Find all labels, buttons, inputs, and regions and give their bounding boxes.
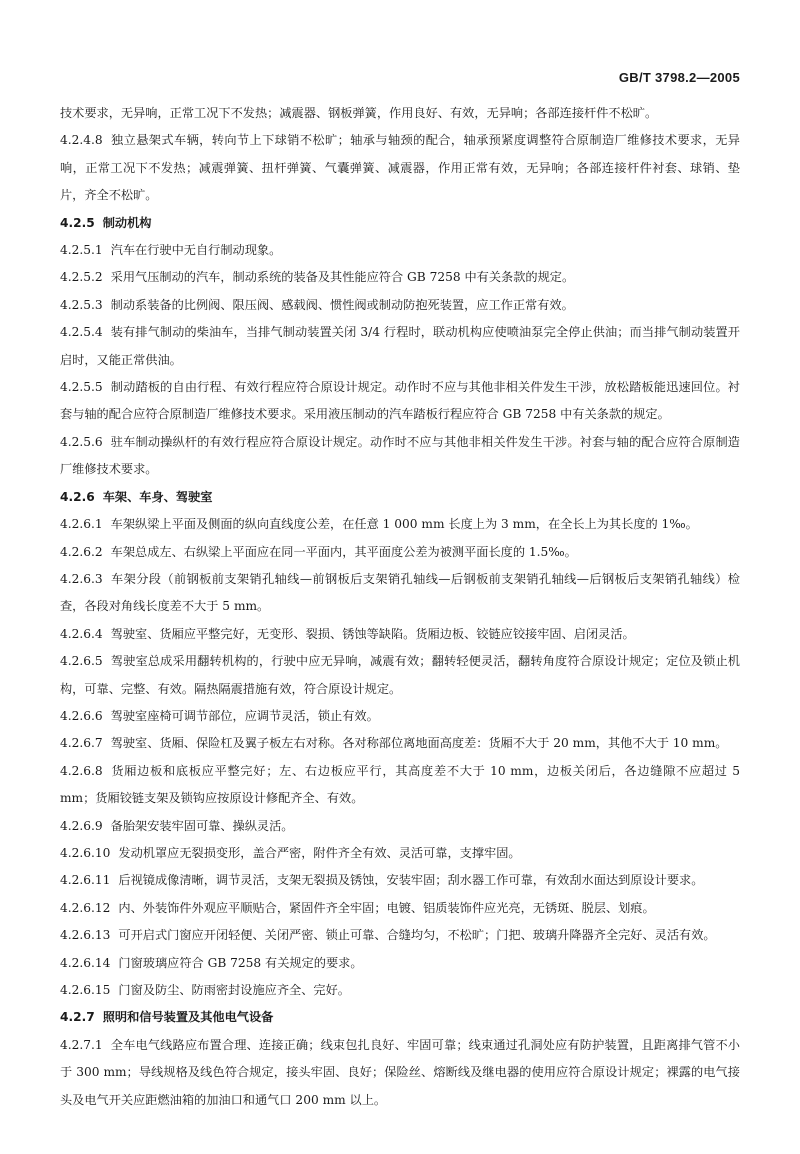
clause-text: 独立悬架式车辆，转向节上下球销不松旷；轴承与轴颈的配合，轴承预紧度调整符合原制造厂维修技术要求，无异响，正常工况下不发热；减震弹簧、扭杆弹簧、气囊弹簧、减震器，作用正常有效，无异响；各部连接杆件衬套、球销、垫片，齐全不松旷。 [60, 133, 740, 203]
clause-paragraph [60, 950, 740, 977]
clause-number: 4.2.5 [60, 215, 95, 230]
section-title: 制动机构 [102, 215, 152, 230]
clause-number: 4.2.5.6 [60, 434, 103, 449]
clause-paragraph [60, 621, 740, 648]
clause-paragraph [60, 895, 740, 922]
clause-number: 4.2.6 [60, 489, 95, 504]
clause-number: 4.2.6.9 [60, 818, 103, 833]
clause-text: 车架分段（前钢板前支架销孔轴线—前钢板后支架销孔轴线—后钢板前支架销孔轴线—后钢板后支架销孔轴线）检查，各段对角线长度差不大于 5 mm。 [60, 571, 740, 614]
clause-text: 货厢边板和底板应平整完好；左、右边板应平行，其高度差不大于 10 mm，边板关闭后，各边缝隙不应超过 5 mm；货厢铰链支架及锁钩应按原设计修配齐全、有效。 [60, 763, 740, 806]
section-heading [60, 484, 740, 511]
clause-number: 4.2.7.1 [60, 1037, 103, 1052]
clause-paragraph [60, 977, 740, 1004]
clause-text: 发动机罩应无裂损变形，盖合严密，附件齐全有效、灵活可靠，支撑牢固。 [118, 845, 521, 860]
clause-text: 备胎架安装牢固可靠、操纵灵活。 [110, 818, 294, 833]
clause-paragraph [60, 566, 740, 621]
clause-paragraph [60, 127, 740, 209]
clause-number: 4.2.5.4 [60, 325, 103, 340]
clause-paragraph [60, 100, 740, 127]
clause-text: 驾驶室、货厢应平整完好，无变形、裂损、锈蚀等缺陷。货厢边板、铰链应铰接牢固、启闭灵活。 [110, 626, 635, 641]
clause-number: 4.2.6.7 [60, 736, 103, 751]
clause-text: 门窗及防尘、防雨密封设施应齐全、完好。 [118, 983, 350, 997]
clause-paragraph [60, 237, 740, 264]
clause-paragraph [60, 264, 740, 291]
standard-number-header: GB/T 3798.2—2005 [618, 70, 740, 85]
clause-paragraph [60, 648, 740, 703]
clause-paragraph [60, 292, 740, 319]
clause-text: 驻车制动操纵杆的有效行程应符合原设计规定。动作时不应与其他非相关件发生干涉。衬套与轴的配合应符合原制造厂维修技术要求。 [60, 434, 740, 477]
clause-number: 4.2.6.4 [60, 626, 103, 641]
clause-paragraph [60, 758, 740, 813]
clause-text: 后视镜成像清晰，调节灵活，支架无裂损及锈蚀，安装牢固；刮水器工作可靠，有效刮水面达到原设计要求。 [118, 873, 704, 888]
clause-text: 汽车在行驶中无自行制动现象。 [110, 243, 282, 258]
clause-number: 4.2.6.8 [60, 763, 103, 778]
section-title: 车架、车身、驾驶室 [102, 489, 213, 504]
clause-paragraph [60, 730, 740, 757]
clause-text: 驾驶室总成采用翻转机构的，行驶中应无异响，减震有效；翻转轻便灵活，翻转角度符合原设计规定；定位及锁止机构，可靠、完整、有效。隔热隔震措施有效，符合原设计规定。 [60, 654, 740, 696]
clause-number: 4.2.6.6 [60, 708, 103, 723]
section-heading [60, 210, 740, 237]
clause-text: 车架纵梁上平面及侧面的纵向直线度公差，在任意 1 000 mm 长度上为 3 mm，在全长上为其长度的 1‰。 [110, 517, 698, 532]
clause-number: 4.2.6.5 [60, 654, 103, 669]
clause-paragraph [60, 319, 740, 374]
clause-number: 4.2.6.15 [60, 983, 111, 997]
clause-number: 4.2.5.2 [60, 270, 103, 285]
clause-number: 4.2.6.3 [60, 571, 103, 586]
clause-text: 可开启式门窗应开闭轻便、关闭严密、锁止可靠、合缝均匀，不松旷；门把、玻璃升降器齐全完好、灵活有效。 [118, 928, 716, 943]
clause-paragraph [60, 703, 740, 730]
clause-text: 装有排气制动的柴油车，当排气制动装置关闭 3/4 行程时，联动机构应使喷油泵完全停止供油；而当排气制动装置开启时，又能正常供油。 [60, 325, 740, 367]
clause-number: 4.2.5.5 [60, 380, 103, 395]
section-title: 照明和信号装置及其他电气设备 [102, 1010, 274, 1025]
clause-number: 4.2.6.12 [60, 900, 111, 915]
clause-number: 4.2.6.2 [60, 544, 103, 559]
clause-paragraph [60, 429, 740, 484]
clause-text: 全车电气线路应布置合理、连接正确；线束包扎良好、牢固可靠；线束通过孔洞处应有防护装置，且距离排气管不小于 300 mm；导线规格及线色符合规定，接头牢固、良好；保险丝、熔断线及继电器的使用应符合原设计规定；裸露的电气接头及电气开关应距燃油箱的加油口和通气口 200 mm 以上。 [60, 1037, 740, 1107]
clause-number: 4.2.6.1 [60, 517, 103, 532]
clause-number: 4.2.6.13 [60, 928, 111, 943]
clause-text: 驾驶室座椅可调节部位，应调节灵活，锁止有效。 [110, 708, 379, 723]
clause-paragraph [60, 867, 740, 894]
clause-text: 采用气压制动的汽车，制动系统的装备及其性能应符合 GB 7258 中有关条款的规定。 [110, 270, 575, 285]
clause-text: 车架总成左、右纵梁上平面应在同一平面内，其平面度公差为被测平面长度的 1.5‰。 [110, 544, 577, 559]
section-heading [60, 1004, 740, 1031]
clause-text: 驾驶室、货厢、保险杠及翼子板左右对称。各对称部位离地面高度差：货厢不大于 20 mm，其他不大于 10 mm。 [110, 736, 728, 751]
clause-paragraph [60, 922, 740, 949]
clause-paragraph [60, 1032, 740, 1114]
clause-text: 内、外装饰件外观应平顺贴合，紧固件齐全牢固；电镀、铝质装饰件应光亮，无锈斑、脱层、划痕。 [118, 900, 655, 915]
clause-paragraph [60, 840, 740, 867]
clause-number: 4.2.5.1 [60, 243, 103, 258]
clause-paragraph [60, 374, 740, 429]
clause-text: 技术要求，无异响，正常工况下不发热；减震器、钢板弹簧，作用良好、有效，无异响；各部连接杆件不松旷。 [60, 106, 658, 120]
clause-number: 4.2.7 [60, 1010, 95, 1025]
clause-text: 制动踏板的自由行程、有效行程应符合原设计规定。动作时不应与其他非相关件发生干涉，放松踏板能迅速回位。衬套与轴的配合应符合原制造厂维修技术要求。采用液压制动的汽车踏板行程应符合 GB 7258 中有关条款的规定。 [60, 380, 740, 422]
clause-paragraph [60, 813, 740, 840]
document-body [60, 100, 740, 1114]
clause-text: 门窗玻璃应符合 GB 7258 有关规定的要求。 [118, 955, 363, 970]
clause-number: 4.2.5.3 [60, 297, 103, 312]
clause-number: 4.2.6.11 [60, 873, 111, 888]
clause-number: 4.2.6.14 [60, 955, 111, 970]
clause-paragraph [60, 511, 740, 538]
clause-paragraph [60, 539, 740, 566]
clause-number: 4.2.6.10 [60, 845, 111, 860]
clause-number: 4.2.4.8 [60, 133, 103, 148]
clause-text: 制动系装备的比例阀、限压阀、感载阀、惯性阀或制动防抱死装置，应工作正常有效。 [110, 297, 574, 312]
